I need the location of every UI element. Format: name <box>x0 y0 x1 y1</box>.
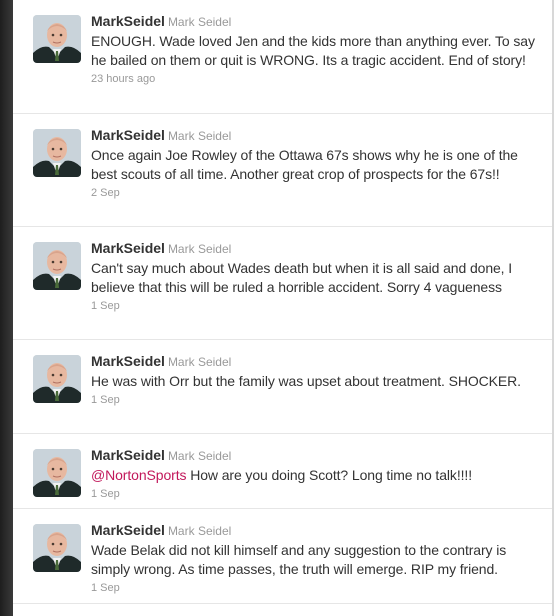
full-name: Mark Seidel <box>167 129 232 143</box>
tweet-text <box>91 466 538 485</box>
tweet-item[interactable] <box>13 434 552 509</box>
profile-photo-icon <box>33 449 81 497</box>
tweet-content <box>91 446 538 501</box>
tweet-content <box>91 521 538 595</box>
tweet-content <box>91 352 538 407</box>
tweet-text: Wade Belak did not kill himself and any suggestion to the contrary is simply wrong. As time passes, the truth will emerge. RIP my friend. <box>91 542 507 577</box>
profile-photo-icon <box>33 129 81 177</box>
full-name: Mark Seidel <box>167 449 232 463</box>
tweet-timestamp-link[interactable]: 1 Sep <box>91 394 120 406</box>
tweet-header <box>91 521 538 540</box>
tweet-header <box>91 12 538 31</box>
tweet-text: ENOUGH. Wade loved Jen and the kids more than anything ever. To say he bailed on them or quit is WRONG. Its a tragic accident. End of story! <box>91 33 535 68</box>
tweet-timestamp-link[interactable]: 1 Sep <box>91 488 120 500</box>
full-name: Mark Seidel <box>167 355 232 369</box>
profile-photo-icon <box>33 355 81 403</box>
tweet-timeline <box>13 0 552 616</box>
full-name: Mark Seidel <box>167 15 232 29</box>
tweet-item[interactable] <box>13 227 552 340</box>
profile-photo-icon <box>33 524 81 572</box>
avatar[interactable] <box>33 15 81 63</box>
screen-name-link[interactable]: MarkSeidel <box>91 240 165 256</box>
tweet-text: Can't say much about Wades death but when it is all said and done, I believe that this will be ruled a horrible accident. Sorry 4 vagueness <box>91 260 513 295</box>
screen-name-link[interactable]: MarkSeidel <box>91 353 165 369</box>
screen-name-link[interactable]: MarkSeidel <box>91 127 165 143</box>
tweet-timestamp-link[interactable]: 2 Sep <box>91 187 120 199</box>
tweet-item[interactable] <box>13 0 552 114</box>
tweet-content <box>91 12 538 86</box>
full-name: Mark Seidel <box>167 242 232 256</box>
tweet-timestamp-link[interactable]: 1 Sep <box>91 300 120 312</box>
tweet-timestamp-link[interactable]: 23 hours ago <box>91 73 156 85</box>
tweet-text: Once again Joe Rowley of the Ottawa 67s shows why he is one of the best scouts of all time. Another great crop of prospects for the 67s!! <box>91 147 518 182</box>
avatar[interactable] <box>33 242 81 290</box>
screen-name-link[interactable]: MarkSeidel <box>91 447 165 463</box>
avatar[interactable] <box>33 129 81 177</box>
tweet-header <box>91 352 538 371</box>
mention-link[interactable]: @NortonSports <box>91 467 187 483</box>
tweet-item[interactable] <box>13 114 552 227</box>
avatar[interactable] <box>33 355 81 403</box>
tweet-content <box>91 239 538 313</box>
tweet-item[interactable] <box>13 509 552 604</box>
full-name: Mark Seidel <box>167 524 232 538</box>
tweet-timestamp-link[interactable]: 1 Sep <box>91 582 120 594</box>
profile-photo-icon <box>33 242 81 290</box>
avatar[interactable] <box>33 449 81 497</box>
tweet-item[interactable] <box>13 340 552 434</box>
tweet-text: He was with Orr but the family was upset about treatment. SHOCKER. <box>91 373 521 389</box>
tweet-header <box>91 239 538 258</box>
tweet-header <box>91 126 538 145</box>
profile-photo-icon <box>33 15 81 63</box>
screen-name-link[interactable]: MarkSeidel <box>91 522 165 538</box>
left-background-strip <box>0 0 13 616</box>
tweet-header <box>91 446 538 465</box>
tweet-content <box>91 126 538 200</box>
avatar[interactable] <box>33 524 81 572</box>
screen-name-link[interactable]: MarkSeidel <box>91 13 165 29</box>
tweet-text-body: How are you doing Scott? Long time no talk!!!! <box>186 467 472 483</box>
